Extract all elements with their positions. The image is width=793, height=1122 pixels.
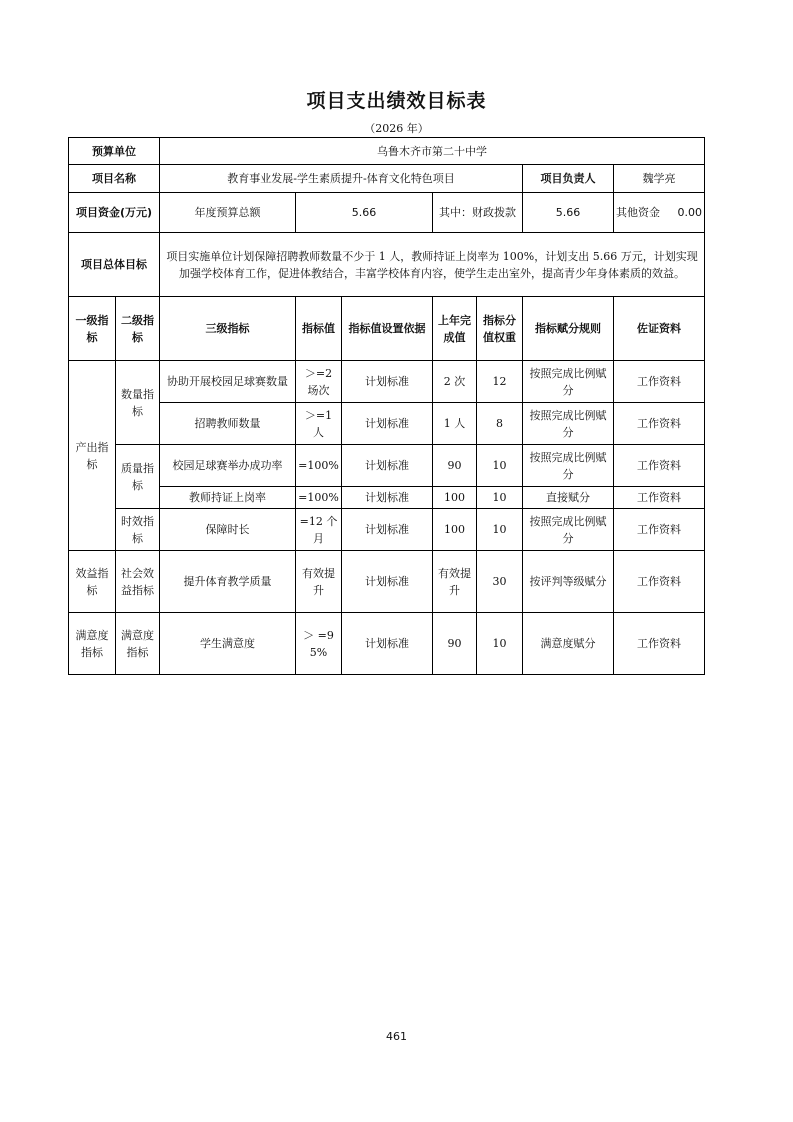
- header-last-year: 上年完成值: [433, 297, 477, 361]
- indicator-weight: 10: [477, 509, 523, 551]
- table-row: [69, 445, 705, 487]
- project-name-label: 项目名称: [69, 165, 160, 193]
- indicator-evidence: 工作资料: [614, 613, 705, 675]
- indicator-rule: 按照完成比例赋分: [523, 509, 614, 551]
- header-level2: 二级指标: [116, 297, 160, 361]
- indicator-name: 教师持证上岗率: [160, 487, 296, 509]
- indicator-last-year: 90: [433, 445, 477, 487]
- indicator-evidence: 工作资料: [614, 361, 705, 403]
- page-number: 461: [386, 1030, 407, 1043]
- subgroup-quantity: 数量指标: [116, 361, 160, 445]
- indicator-last-year: 100: [433, 487, 477, 509]
- indicator-weight: 10: [477, 445, 523, 487]
- header-basis: 指标值设置依据: [342, 297, 433, 361]
- indicator-last-year: 1 人: [433, 403, 477, 445]
- indicator-basis: 计划标准: [342, 487, 433, 509]
- budget-unit-row: [69, 138, 705, 165]
- header-level1: 一级指标: [69, 297, 116, 361]
- funds-label: 项目资金(万元): [69, 193, 160, 233]
- performance-table: [68, 137, 705, 675]
- indicator-rule: 按照完成比例赋分: [523, 361, 614, 403]
- indicator-weight: 8: [477, 403, 523, 445]
- indicator-value: ＞ =95%: [296, 613, 342, 675]
- indicator-evidence: 工作资料: [614, 487, 705, 509]
- indicator-rule: 按照完成比例赋分: [523, 445, 614, 487]
- indicator-value: =100%: [296, 445, 342, 487]
- indicator-rule: 直接赋分: [523, 487, 614, 509]
- overall-goal-label: 项目总体目标: [69, 233, 160, 297]
- table-row: [69, 403, 705, 445]
- indicator-value: 有效提升: [296, 551, 342, 613]
- indicator-evidence: 工作资料: [614, 445, 705, 487]
- indicator-evidence: 工作资料: [614, 403, 705, 445]
- indicator-last-year: 90: [433, 613, 477, 675]
- indicator-weight: 10: [477, 613, 523, 675]
- indicator-rule: 按照完成比例赋分: [523, 403, 614, 445]
- indicator-last-year: 有效提升: [433, 551, 477, 613]
- group-output: 产出指标: [69, 361, 116, 551]
- indicator-evidence: 工作资料: [614, 509, 705, 551]
- indicator-value: ＞=2 场次: [296, 361, 342, 403]
- indicator-name: 协助开展校园足球赛数量: [160, 361, 296, 403]
- indicator-weight: 10: [477, 487, 523, 509]
- indicator-name: 保障时长: [160, 509, 296, 551]
- indicator-rule: 满意度赋分: [523, 613, 614, 675]
- fiscal-value: 5.66: [523, 193, 614, 233]
- header-row: [69, 297, 705, 361]
- fiscal-label: 其中：财政拨款: [433, 193, 523, 233]
- indicator-last-year: 100: [433, 509, 477, 551]
- header-level3: 三级指标: [160, 297, 296, 361]
- indicator-weight: 12: [477, 361, 523, 403]
- other-funds-cell: [614, 193, 705, 233]
- table-row: [69, 613, 705, 675]
- annual-budget-label: 年度预算总额: [160, 193, 296, 233]
- other-funds-value: 0.00: [677, 206, 703, 219]
- budget-unit-label: 预算单位: [69, 138, 160, 165]
- header-rule: 指标赋分规则: [523, 297, 614, 361]
- overall-goal-text: 项目实施单位计划保障招聘教师数量不少于 1 人，教师持证上岗率为 100%，计划支出 5.66 万元，计划实现加强学校体育工作，促进体教结合，丰富学校体育内容，使学生走出室外，提高青少年身体素质的效益。: [160, 233, 705, 297]
- funds-row: [69, 193, 705, 233]
- year-label: （2026 年）: [364, 122, 429, 135]
- header-weight: 指标分值权重: [477, 297, 523, 361]
- annual-budget-value: 5.66: [296, 193, 433, 233]
- indicator-name: 招聘教师数量: [160, 403, 296, 445]
- subgroup-quality: 质量指标: [116, 445, 160, 509]
- page-title: 项目支出绩效目标表: [306, 90, 487, 112]
- group-benefit: 效益指标: [69, 551, 116, 613]
- indicator-rule: 按评判等级赋分: [523, 551, 614, 613]
- table-row: [69, 551, 705, 613]
- overall-goal-row: [69, 233, 705, 297]
- indicator-name: 校园足球赛举办成功率: [160, 445, 296, 487]
- indicator-basis: 计划标准: [342, 403, 433, 445]
- indicator-basis: 计划标准: [342, 509, 433, 551]
- indicator-value: =100%: [296, 487, 342, 509]
- indicator-basis: 计划标准: [342, 445, 433, 487]
- header-evidence: 佐证资料: [614, 297, 705, 361]
- indicator-basis: 计划标准: [342, 613, 433, 675]
- table-row: [69, 509, 705, 551]
- subgroup-timeliness: 时效指标: [116, 509, 160, 551]
- budget-unit-value: 乌鲁木齐市第二十中学: [160, 138, 705, 165]
- project-name-value: 教育事业发展-学生素质提升-体育文化特色项目: [160, 165, 523, 193]
- project-leader-value: 魏学亮: [614, 165, 705, 193]
- subgroup-satisfaction: 满意度指标: [116, 613, 160, 675]
- indicator-weight: 30: [477, 551, 523, 613]
- table-row: [69, 361, 705, 403]
- header-value: 指标值: [296, 297, 342, 361]
- project-name-row: [69, 165, 705, 193]
- group-satisfaction: 满意度指标: [69, 613, 116, 675]
- indicator-value: ＞=1 人: [296, 403, 342, 445]
- indicator-basis: 计划标准: [342, 551, 433, 613]
- indicator-value: =12 个月: [296, 509, 342, 551]
- subgroup-social: 社会效益指标: [116, 551, 160, 613]
- project-leader-label: 项目负责人: [523, 165, 614, 193]
- indicator-last-year: 2 次: [433, 361, 477, 403]
- indicator-evidence: 工作资料: [614, 551, 705, 613]
- table-row: [69, 487, 705, 509]
- indicator-basis: 计划标准: [342, 361, 433, 403]
- indicator-name: 提升体育教学质量: [160, 551, 296, 613]
- other-funds-label: 其他资金: [616, 206, 661, 219]
- indicator-name: 学生满意度: [160, 613, 296, 675]
